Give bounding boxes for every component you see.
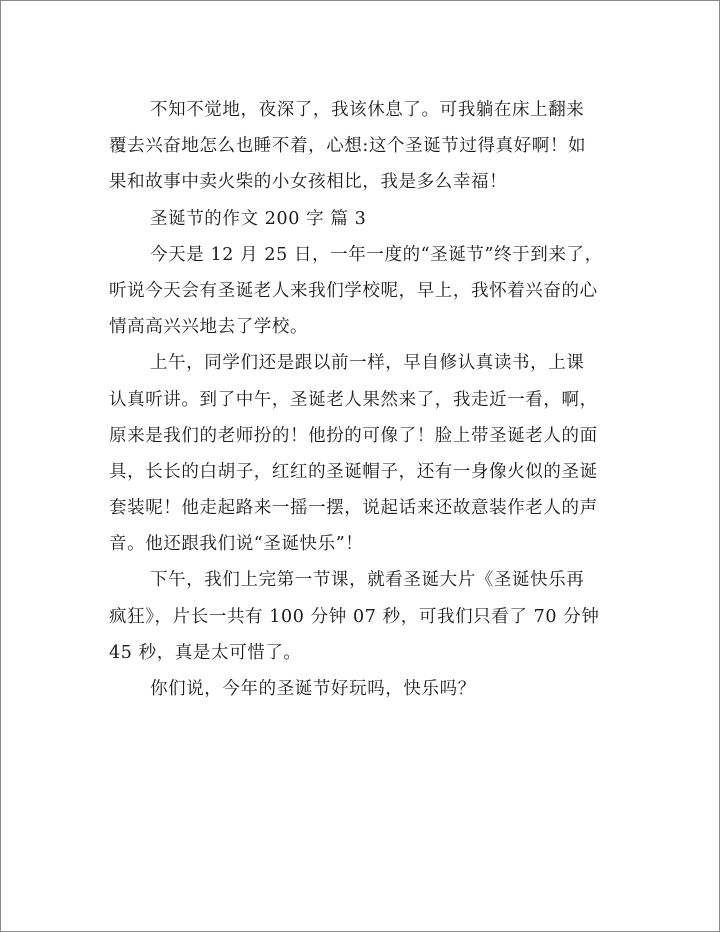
- paragraph-1: [109, 92, 607, 201]
- section-heading: [109, 201, 607, 237]
- text-line: 果和故事中卖火柴的小女孩相比，我是多么幸福！: [109, 172, 508, 193]
- text-line: 你们说，今年的圣诞节好玩吗，快乐吗？: [150, 679, 476, 699]
- text-line: 听说今天会有圣诞老人来我们学校呢，早上，我怀着兴奋的心: [109, 280, 598, 301]
- text-line: 情高高兴兴地去了学校。: [109, 317, 309, 338]
- paragraph-2: [109, 237, 607, 346]
- text-line: 原来是我们的老师扮的！他扮的可像了！脸上带圣诞老人的面: [109, 425, 598, 446]
- text-line: 具，长长的白胡子，红红的圣诞帽子，还有一身像火似的圣诞: [109, 461, 598, 482]
- text-line: 上午，同学们还是跟以前一样，早自修认真读书，上课: [150, 353, 585, 374]
- text-line: 今天是 12 月 25 日，一年一度的“圣诞节”终于到来了，: [150, 244, 603, 265]
- paragraph-4: [109, 562, 607, 671]
- text-line: 覆去兴奋地怎么也睡不着，心想:这个圣诞节过得真好啊！如: [109, 136, 587, 157]
- text-line: 45 秒，真是太可惜了。: [109, 642, 302, 663]
- paragraph-5: [109, 671, 607, 707]
- text-line: 套装呢！他走起路来一摇一摆，说起话来还故意装作老人的声: [109, 498, 598, 519]
- text-line: 认真听讲。到了中午，圣诞老人果然来了，我走近一看，啊，: [109, 389, 598, 410]
- paragraph-3: [109, 345, 607, 562]
- text-line: 下午，我们上完第一节课，就看圣诞大片《圣诞快乐再: [150, 570, 585, 591]
- text-line: 音。他还跟我们说“圣诞快乐”！: [109, 534, 364, 555]
- document-body: [109, 92, 607, 707]
- text-line: 疯狂》，片长一共有 100 分钟 07 秒，可我们只看了 70 分钟: [109, 606, 600, 627]
- heading-line: 圣诞节的作文 200 字 篇 3: [150, 208, 367, 229]
- text-line: 不知不觉地，夜深了，我该休息了。可我躺在床上翻来: [150, 100, 585, 120]
